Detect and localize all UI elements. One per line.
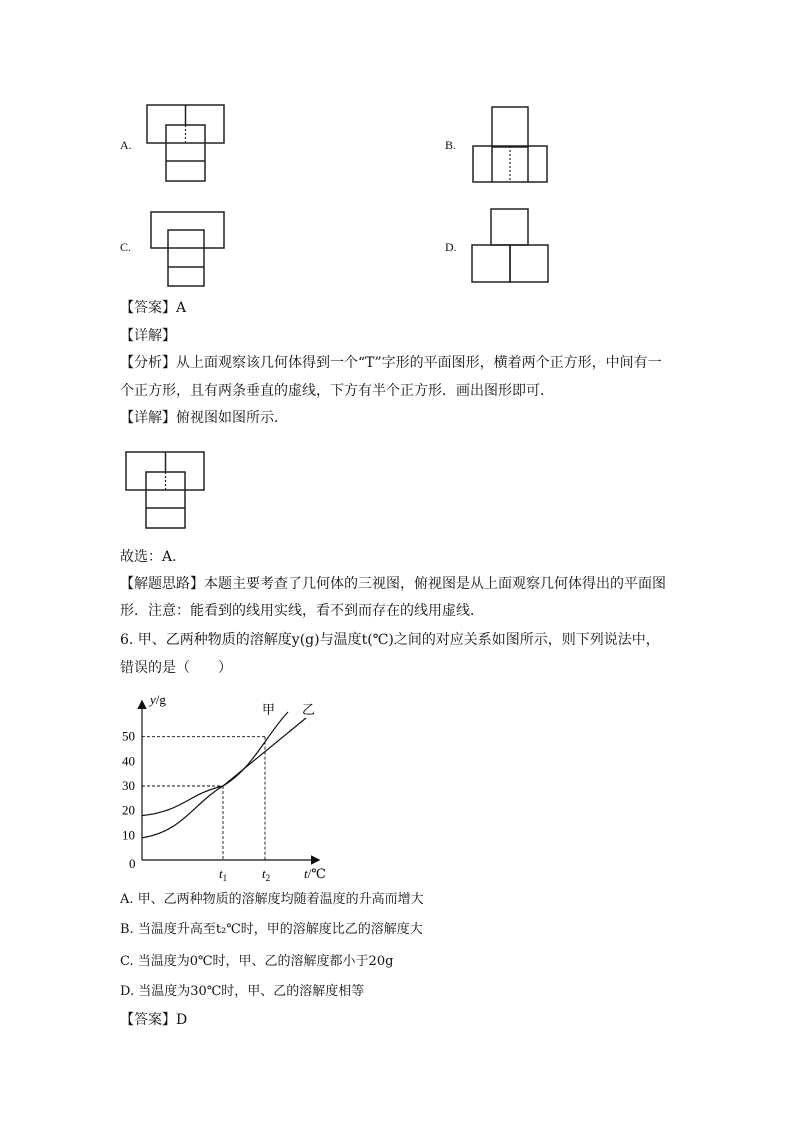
q5-detail-heading: 【详解】	[120, 328, 176, 344]
series-label-jia: 甲	[262, 703, 276, 718]
x-axis-label: t/℃	[304, 866, 326, 881]
y-axis-label: y/g	[150, 692, 166, 707]
q5-thinking-line-1: 【解题思路】本题主要考查了几何体的三视图，俯视图是从上面观察几何体得出的平面图	[120, 576, 666, 592]
option-c-label: C.	[120, 240, 132, 254]
curve-jia	[142, 712, 288, 838]
x-tick-t1: $t_1$	[219, 866, 228, 883]
curve-yi	[142, 718, 306, 816]
q6-answer: 【答案】D	[120, 1012, 188, 1028]
solubility-chart-svg	[112, 690, 362, 890]
top-view-figure	[125, 451, 207, 533]
y-tick-30: 30	[122, 778, 135, 793]
option-d-label: D.	[445, 240, 457, 254]
q5-detail-line: 【详解】俯视图如图所示．	[120, 410, 288, 426]
option-b-figure	[472, 106, 552, 186]
y-tick-50: 50	[122, 728, 135, 744]
x-tick-t2: $t_2$	[262, 866, 271, 883]
option-a-figure	[146, 104, 226, 184]
option-c-figure	[150, 211, 230, 291]
q6-choice-d: D. 当温度为30℃时，甲、乙的溶解度相等	[120, 984, 365, 999]
q6-choice-b: B. 当温度升高至t₂℃时，甲的溶解度比乙的溶解度大	[120, 922, 423, 937]
q5-analysis-line-1: 【分析】从上面观察该几何体得到一个“T”字形的平面图形，横着两个正方形，中间有一	[120, 355, 662, 371]
option-d-figure	[471, 208, 551, 288]
y-tick-10: 10	[122, 827, 135, 843]
q5-analysis-line-2: 个正方形，且有两条垂直的虚线，下方有半个正方形．画出图形即可．	[120, 383, 554, 399]
q5-thinking-line-2: 形．注意：能看到的线用实线，看不到而存在的线用虚线．	[120, 603, 484, 619]
option-b-label: B.	[445, 138, 457, 152]
y-tick-40: 40	[122, 753, 135, 769]
q5-answer: 【答案】A	[120, 300, 187, 316]
option-a-label: A.	[120, 138, 132, 152]
q5-conclusion: 故选：A．	[120, 549, 187, 565]
q6-stem-line-2: 错误的是（ ）	[120, 660, 232, 676]
q6-stem-line-1: 6. 甲、乙两种物质的溶解度y(g)与温度t(℃)之间的对应关系如图所示，则下列说法中，	[120, 632, 660, 648]
q6-choice-c: C. 当温度为0℃时，甲、乙的溶解度都小于20g	[120, 954, 394, 969]
series-label-yi: 乙	[302, 703, 316, 718]
q6-choice-a: A. 甲、乙两种物质的溶解度均随着温度的升高而增大	[120, 892, 424, 907]
y-tick-20: 20	[122, 802, 135, 818]
origin-label: 0	[129, 856, 136, 871]
solubility-chart	[112, 690, 362, 890]
